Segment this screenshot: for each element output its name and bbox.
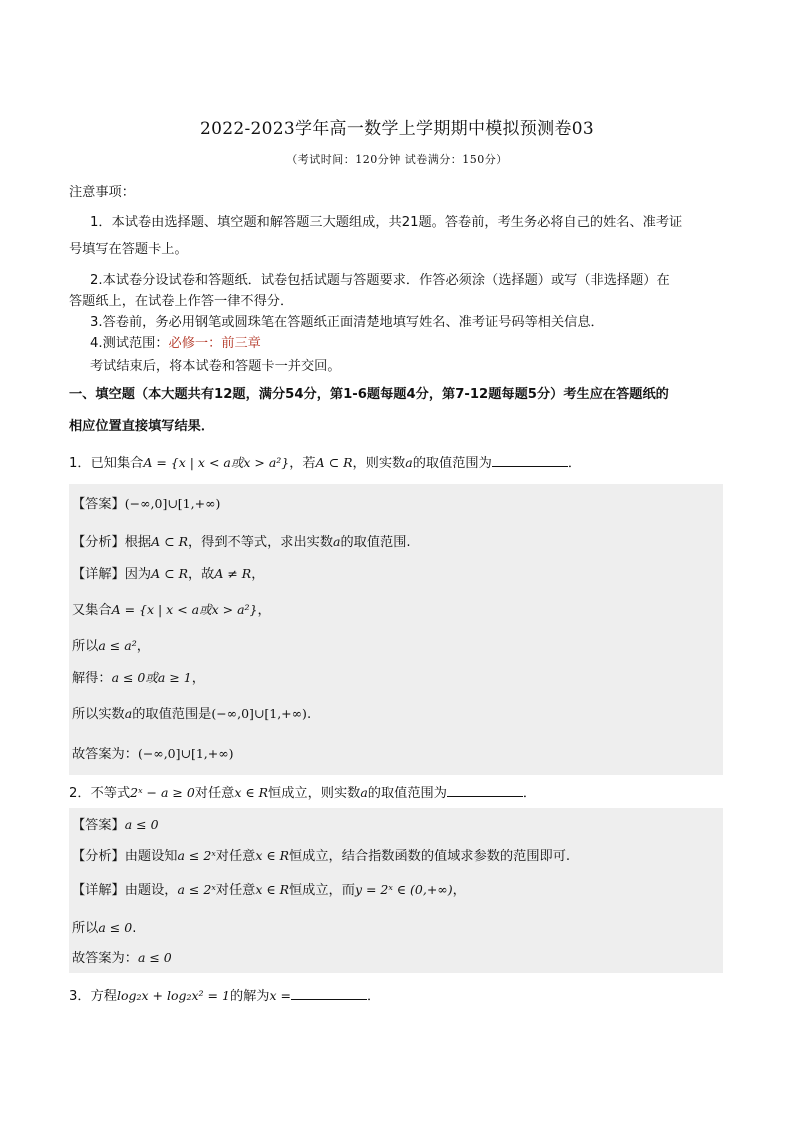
notice-item-3: 3.答卷前，务必用钢笔或圆珠笔在答题纸正面清楚地填写姓名、准考证号码等相关信息． (90, 315, 604, 330)
q1-final-expr: (−∞,0]∪[1,+∞) (137, 746, 234, 761)
q1-set-line-b: ， (257, 603, 271, 618)
q1-solution-box (69, 484, 723, 775)
q1-set-line (72, 600, 271, 621)
q1-final-line (72, 744, 234, 765)
question-3 (69, 986, 380, 1007)
q2-so-line (72, 918, 136, 939)
section-heading: 一、填空题（本大题共有12题，满分54分，第1-6题每题4分，第7-12题每题5分）考生应在答题纸的 (69, 387, 669, 402)
q1-cond: A ⊂ R (315, 455, 353, 470)
q1-tail2: 的取值范围为 (412, 456, 492, 471)
q1-range-b: 的取值范围是 (132, 707, 212, 722)
q2-mid: 对任意 (194, 786, 235, 801)
q1-analysis-a: 根据 (124, 535, 152, 550)
q1-analysis-b: ，得到不等式，求出实数 (187, 535, 334, 550)
q1-analysis-cond: A ⊂ R (151, 534, 188, 549)
q2-analysis-c: 恒成立，结合指数函数的值域求参数的范围即可. (289, 849, 571, 864)
q1-so-b: ， (136, 639, 150, 654)
q1-detail-c: ， (251, 567, 265, 582)
q2-detail (72, 880, 466, 901)
answer-blank[interactable] (492, 454, 568, 467)
q1-range-a: 所以实数 (72, 707, 125, 722)
q1-analysis-var: a (333, 534, 341, 549)
q2-analysis (72, 846, 570, 867)
test-scope: 必修一：前三章 (168, 336, 261, 351)
notice-end: 考试结束后，将本试卷和答题卡一并交回。 (90, 359, 341, 374)
q1-detail-cond2: A ≠ R (214, 566, 252, 581)
q1-end: ． (567, 456, 581, 471)
q1-detail-a: 因为 (124, 567, 152, 582)
analysis-label: 【分析】 (72, 849, 125, 864)
q3-prefix: 3．方程 (69, 989, 117, 1004)
q1-so-a: 所以 (72, 639, 99, 654)
q1-so-line (72, 636, 150, 657)
q2-ineq: 2ˣ − a ≥ 0 (130, 785, 195, 800)
q1-set: A = {x | x < a或x > a²} (143, 455, 290, 470)
q1-analysis-c: 的取值范围. (340, 535, 411, 550)
q2-cond: x ∈ R (234, 785, 269, 800)
answer-blank[interactable] (291, 987, 367, 1000)
q2-detail-a: 由题设， (124, 883, 178, 898)
q1-range-var: a (124, 706, 133, 721)
q1-detail-b: ，故 (187, 567, 215, 582)
q2-so-expr: a ≤ 0 (98, 920, 133, 935)
q2-so-a: 所以 (72, 921, 99, 936)
q1-answer (72, 494, 220, 515)
section-heading-cont: 相应位置直接填写结果． (69, 419, 215, 434)
q1-mid: ，若 (289, 456, 316, 471)
q1-set-line-a: 又集合 (72, 603, 112, 618)
q2-final-expr: a ≤ 0 (137, 950, 172, 965)
q2-analysis-cond: x ∈ R (255, 848, 289, 863)
q2-final-a: 故答案为： (72, 951, 138, 966)
analysis-label: 【分析】 (72, 535, 125, 550)
q1-range-line (72, 704, 311, 725)
q2-so-b: . (132, 921, 137, 936)
q1-solve-expr: a ≤ 0或a ≥ 1 (111, 670, 192, 685)
notice-item-4 (90, 334, 261, 354)
answer-label: 【答案】 (72, 497, 125, 512)
q2-tail2: 的取值范围为 (367, 786, 447, 801)
answer-label: 【答案】 (72, 818, 125, 833)
exam-info: （考试时间：120分钟 试卷满分：150分） (286, 153, 508, 166)
answer-blank[interactable] (447, 784, 523, 797)
q2-detail-d: ， (452, 883, 466, 898)
q3-eq: log₂x + log₂x² = 1 (116, 988, 230, 1003)
q2-detail-c: 恒成立，而 (289, 883, 355, 898)
q1-detail-cond: A ⊂ R (151, 566, 188, 581)
q1-solve-b: ， (191, 671, 205, 686)
q2-tail: 恒成立，则实数 (268, 786, 361, 801)
q3-mid: 的解为 (229, 989, 270, 1004)
q1-tail: ，则实数 (352, 456, 406, 471)
q2-detail-expr: a ≤ 2ˣ (177, 882, 216, 897)
q2-end: ． (522, 786, 537, 801)
q3-end: ． (367, 989, 381, 1004)
q1-prefix: 1．已知集合 (69, 456, 144, 471)
q2-analysis-a: 由题设知 (124, 849, 178, 864)
notice-item-2: 2.本试卷分设试卷和答题纸．试卷包括试题与答题要求．作答必须涂（选择题）或写（非选择题）在 (90, 273, 670, 288)
q1-detail (72, 564, 264, 585)
q2-detail-b: 对任意 (215, 883, 256, 898)
q2-analysis-expr: a ≤ 2ˣ (177, 848, 216, 863)
q1-answer-value: (−∞,0]∪[1,+∞) (124, 496, 221, 511)
q1-so-expr: a ≤ a² (98, 638, 137, 653)
q2-var: a (360, 785, 368, 800)
q3-var: x = (269, 988, 291, 1003)
page-title: 2022-2023学年高一数学上学期期中模拟预测卷03 (199, 119, 594, 139)
notice-heading: 注意事项： (69, 185, 135, 200)
q1-final-a: 故答案为： (72, 747, 138, 762)
q1-analysis (72, 532, 411, 553)
detail-label: 【详解】 (72, 567, 125, 582)
notice-item-2-cont: 答题纸上，在试卷上作答一律不得分． (69, 294, 294, 309)
q1-solve-line (72, 668, 205, 689)
q1-range-expr: (−∞,0]∪[1,+∞) (211, 706, 307, 721)
question-2 (69, 783, 536, 804)
q2-analysis-b: 对任意 (215, 849, 256, 864)
q1-var: a (405, 455, 413, 470)
notice-item-1-cont: 号填写在答题卡上。 (69, 242, 188, 257)
q2-prefix: 2．不等式 (69, 786, 131, 801)
q1-set-line-expr: A = {x | x < a或x > a²} (111, 602, 258, 617)
q2-detail-expr2: y = 2ˣ ∈ (0,+∞) (354, 882, 453, 897)
q2-detail-cond: x ∈ R (255, 882, 289, 897)
q2-answer-value: a ≤ 0 (124, 817, 159, 832)
notice-item-1: 1．本试卷由选择题、填空题和解答题三大题组成，共21题。答卷前，考生务必将自己的姓名、准考证 (90, 215, 683, 230)
q1-solve-a: 解得： (72, 671, 112, 686)
notice-item-4-label: 4.测试范围： (90, 336, 169, 351)
q2-final-line (72, 948, 172, 969)
q1-range-c: . (306, 707, 312, 722)
q2-answer (72, 815, 159, 836)
question-1 (69, 453, 581, 474)
detail-label: 【详解】 (72, 883, 125, 898)
